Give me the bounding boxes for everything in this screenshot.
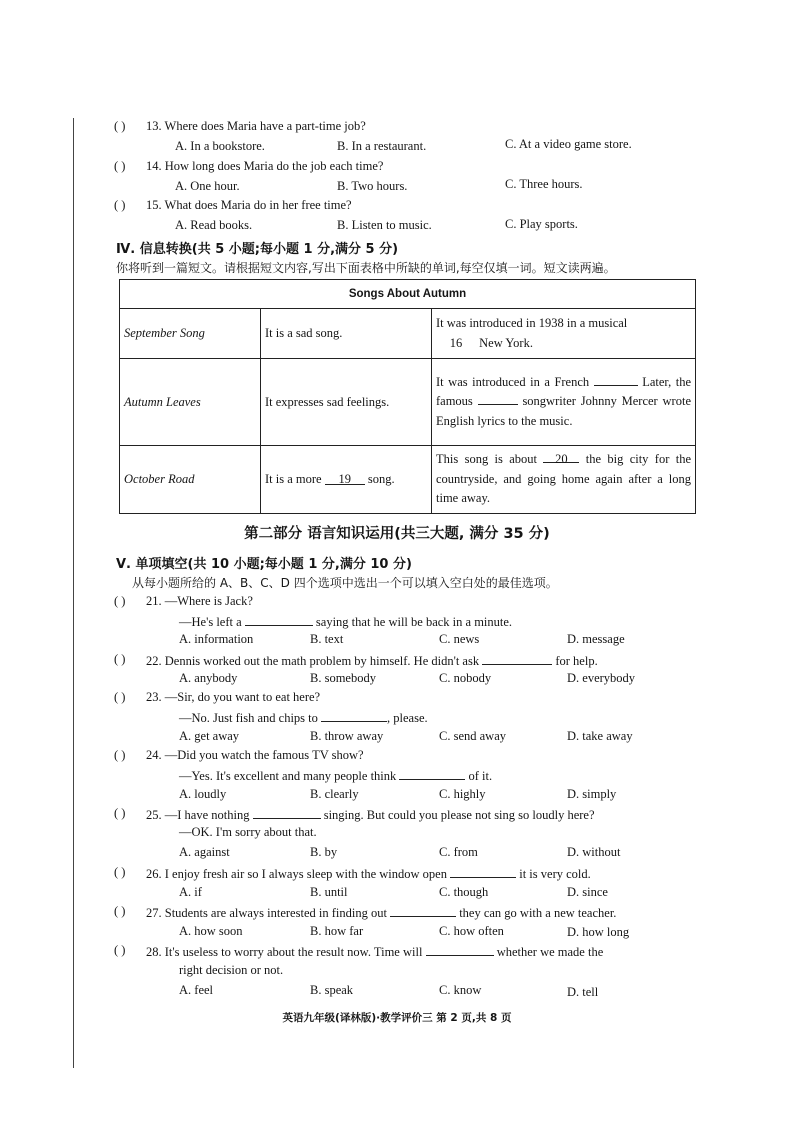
question-27 [146,904,616,921]
q23-option-a[interactable]: A. get away [179,729,240,743]
info-text: the big city for the countryside, and going home again after a long time away. [436,452,691,505]
q24-option-d[interactable]: D. simply [567,787,617,801]
q25-option-a[interactable]: A. against [179,845,230,859]
answer-bracket[interactable]: ( ) [114,690,126,704]
q23-option-b[interactable]: B. throw away [310,729,384,743]
question-28-line: right decision or not. [179,963,284,977]
answer-bracket[interactable]: ( ) [114,119,126,133]
question-14: 14. How long does Maria do the job each time? [146,159,384,173]
table-title: Songs About Autumn [120,280,696,309]
answer-bracket[interactable]: ( ) [114,865,126,879]
q13-option-b[interactable]: B. In a restaurant. [337,139,427,153]
question-26 [146,865,591,882]
q-text: whether we made the [496,945,604,959]
blank[interactable] [399,767,465,780]
q28-option-b[interactable]: B. speak [310,983,354,997]
blank-19[interactable]: 19 [325,472,365,485]
question-28 [146,943,603,960]
q22-option-b[interactable]: B. somebody [310,671,376,685]
blank-16[interactable]: 16 [449,335,463,350]
question-25-line: —OK. I'm sorry about that. [179,825,317,839]
blank[interactable] [390,904,456,917]
question-24: 24. —Did you watch the famous TV show? [146,748,364,762]
blank[interactable] [426,943,494,956]
question-23-line [179,709,428,726]
q-text: it is very cold. [519,867,591,881]
q21-option-a[interactable]: A. information [179,632,254,646]
q-text: —No. Just fish and chips to [179,711,318,725]
q28-option-c[interactable]: C. know [439,983,482,997]
q-text: 28. It's useless to worry about the result now. Time will [146,945,423,959]
song-name: Autumn Leaves [120,359,261,446]
q-text: 22. Dennis worked out the math problem by himself. He didn't ask [146,654,480,668]
answer-bracket[interactable]: ( ) [114,904,126,918]
q14-option-c[interactable]: C. Three hours. [505,177,583,191]
q-text: , please. [387,711,428,725]
q27-option-d[interactable]: D. how long [567,925,630,939]
q-text: 25. —I have nothing [146,808,250,822]
answer-bracket[interactable]: ( ) [114,943,126,957]
q27-option-c[interactable]: C. how often [439,924,504,938]
answer-bracket[interactable]: ( ) [114,198,126,212]
answer-bracket[interactable]: ( ) [114,159,126,173]
q25-option-c[interactable]: C. from [439,845,478,859]
blank-18[interactable] [478,392,518,405]
song-name: October Road [120,446,261,514]
q-text: for help. [555,654,598,668]
section-5-instruction: 从每小题所给的 A、B、C、D 四个选项中选出一个可以填入空白处的最佳选项。 [132,576,558,590]
q22-option-d[interactable]: D. everybody [567,671,636,685]
answer-bracket[interactable]: ( ) [114,594,126,608]
desc-text: song. [367,471,395,486]
song-info [432,309,696,359]
song-description: It is a sad song. [261,309,432,359]
q27-option-b[interactable]: B. how far [310,924,364,938]
song-description [261,446,432,514]
q-text: 27. Students are always interested in finding out [146,906,387,920]
q25-option-d[interactable]: D. without [567,845,621,859]
desc-text: It is a more [265,471,322,486]
q15-option-b[interactable]: B. Listen to music. [337,218,432,232]
song-info [432,359,696,446]
q24-option-a[interactable]: A. loudly [179,787,227,801]
songs-table [119,279,696,514]
q24-option-c[interactable]: C. highly [439,787,486,801]
blank-20[interactable]: 20 [543,450,579,463]
blank[interactable] [321,709,387,722]
q-text: they can go with a new teacher. [459,906,617,920]
q-text: of it. [468,769,493,783]
blank[interactable] [245,613,313,626]
answer-bracket[interactable]: ( ) [114,806,126,820]
info-text: It was introduced in 1938 in a musical [436,316,628,330]
margin-rule [73,118,74,1068]
section-4-title: Ⅳ. 信息转换(共 5 小题;每小题 1 分,满分 5 分) [116,242,399,257]
question-22 [146,652,598,669]
q15-option-c[interactable]: C. Play sports. [505,217,578,231]
answer-bracket[interactable]: ( ) [114,652,126,666]
question-21: 21. —Where is Jack? [146,594,253,608]
q27-option-a[interactable]: A. how soon [179,924,243,938]
q-text: —He's left a [179,615,242,629]
q26-option-a[interactable]: A. if [179,885,202,899]
question-13: 13. Where does Maria have a part-time job? [146,119,366,133]
q15-option-a[interactable]: A. Read books. [175,218,253,232]
q26-option-b[interactable]: B. until [310,885,348,899]
blank[interactable] [253,806,321,819]
q21-option-b[interactable]: B. text [310,632,344,646]
q13-option-c[interactable]: C. At a video game store. [505,137,632,151]
question-15: 15. What does Maria do in her free time? [146,198,352,212]
blank[interactable] [482,652,552,665]
blank[interactable] [450,865,516,878]
q-text: —Yes. It's excellent and many people think [179,769,397,783]
q26-option-d[interactable]: D. since [567,885,608,899]
question-21-line [179,613,512,630]
song-name: September Song [120,309,261,359]
q-text: singing. But could you please not sing so loudly here? [323,808,595,822]
q22-option-c[interactable]: C. nobody [439,671,492,685]
info-text: This song is about [436,452,538,466]
page-footer: 英语九年级(译林版)·教学评价三 第 2 页,共 8 页 [282,1012,512,1024]
answer-bracket[interactable]: ( ) [114,748,126,762]
q14-option-a[interactable]: A. One hour. [175,179,240,193]
q14-option-b[interactable]: B. Two hours. [337,179,408,193]
q23-option-c[interactable]: C. send away [439,729,506,743]
info-text: It was introduced in a French [436,374,590,389]
q21-option-c[interactable]: C. news [439,632,480,646]
q24-option-b[interactable]: B. clearly [310,787,359,801]
q-text: saying that he will be back in a minute. [315,615,513,629]
q21-option-d[interactable]: D. message [567,632,625,646]
info-text: New York. [479,335,533,350]
q-text: 26. I enjoy fresh air so I always sleep with the window open [146,867,447,881]
song-description: It expresses sad feelings. [261,359,432,446]
question-25 [146,806,595,823]
question-23: 23. —Sir, do you want to eat here? [146,690,321,704]
q26-option-c[interactable]: C. though [439,885,489,899]
section-5-title: Ⅴ. 单项填空(共 10 小题;每小题 1 分,满分 10 分) [116,557,412,572]
q13-option-a[interactable]: A. In a bookstore. [175,139,265,153]
song-info [432,446,696,514]
part-2-title: 第二部分 语言知识运用(共三大题, 满分 35 分) [244,526,550,542]
info-text: songwriter Johnny Mercer wrote English lyrics to the music. [436,394,691,428]
blank-17[interactable] [594,373,638,386]
q22-option-a[interactable]: A. anybody [179,671,238,685]
question-24-line [179,767,492,784]
q25-option-b[interactable]: B. by [310,845,338,859]
q28-option-d[interactable]: D. tell [567,985,599,999]
section-4-instruction: 你将听到一篇短文。请根据短文内容,写出下面表格中所缺的单词,每空仅填一词。短文读两遍。 [116,261,616,275]
q23-option-d[interactable]: D. take away [567,729,633,743]
q28-option-a[interactable]: A. feel [179,983,214,997]
info-text: Later, the famous [436,374,692,409]
